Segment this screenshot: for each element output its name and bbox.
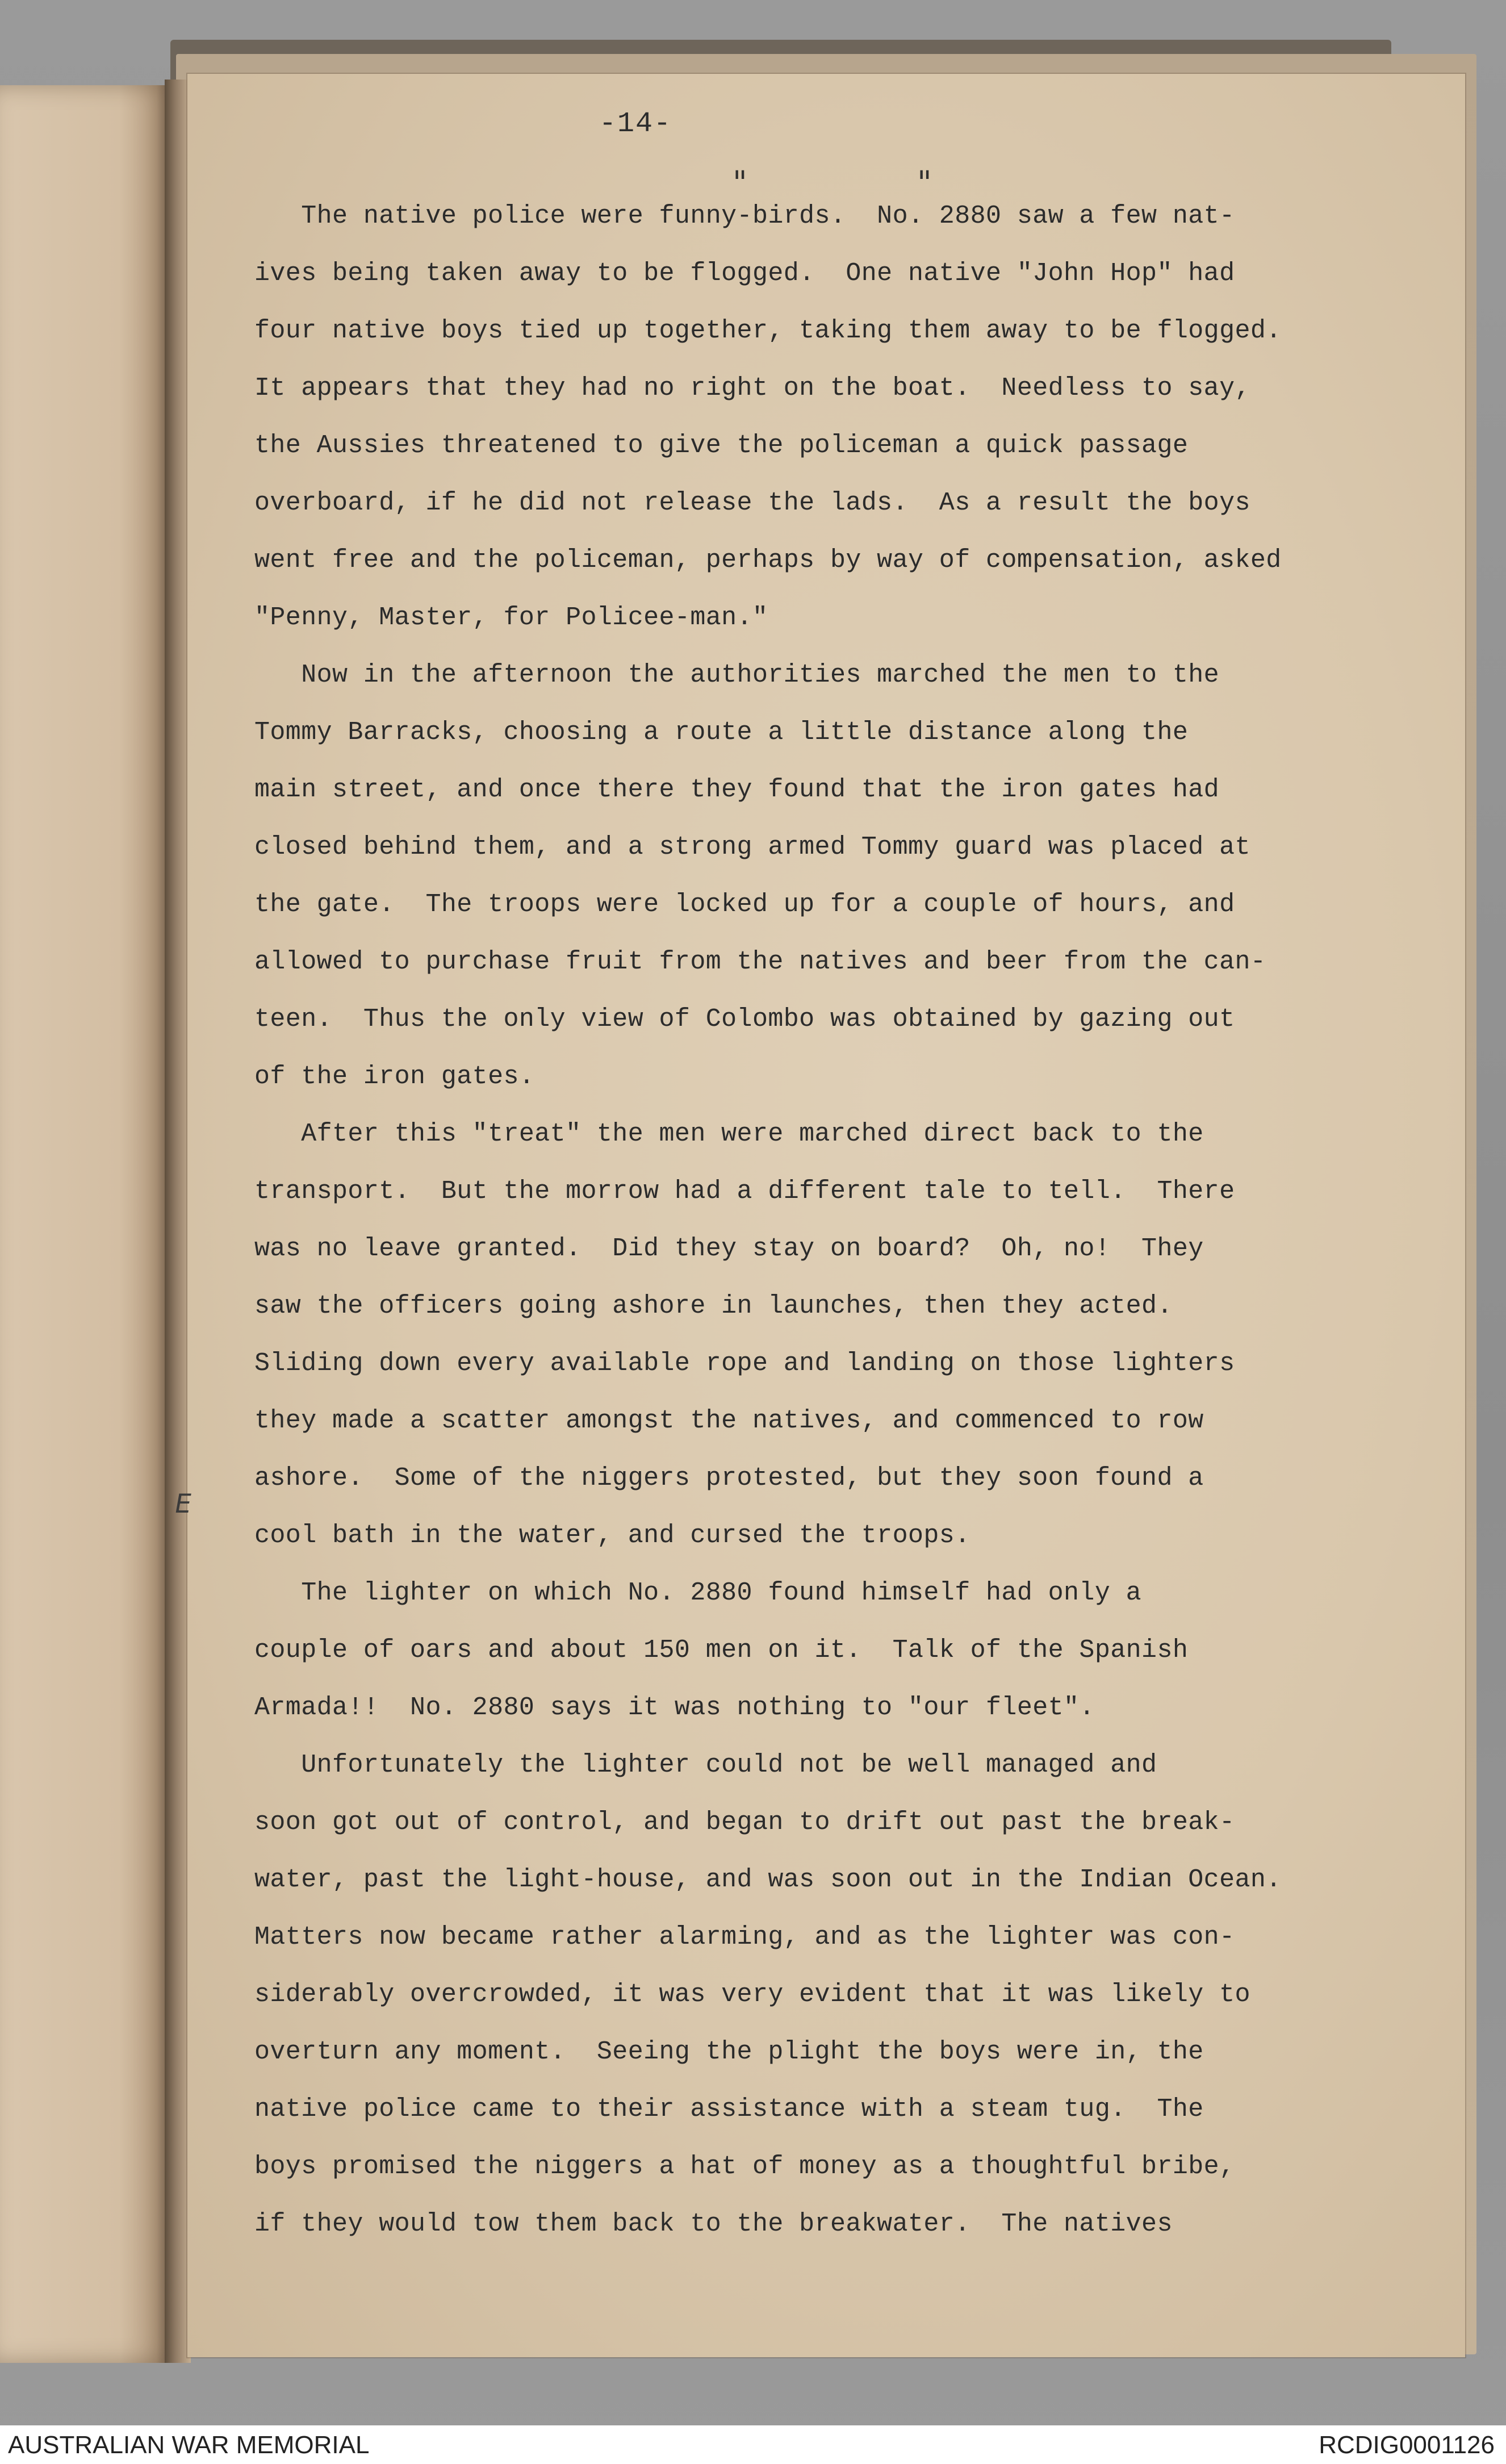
text-line: Armada!! No. 2880 says it was nothing to "our fleet". xyxy=(254,1693,1095,1722)
text-line: the Aussies threatened to give the policeman a quick passage xyxy=(254,431,1189,460)
text-line: cool bath in the water, and cursed the troops. xyxy=(254,1521,970,1550)
text-line: went free and the policeman, perhaps by way of compensation, asked xyxy=(254,546,1282,575)
ditto-mark: " xyxy=(917,165,932,202)
text-line: if they would tow them back to the breakwater. The natives xyxy=(254,2210,1173,2239)
text-line: Unfortunately the lighter could not be well managed and xyxy=(254,1751,1157,1780)
text-line: The native police were funny-birds. No. 2880 saw a few nat- xyxy=(254,202,1235,231)
archive-footer xyxy=(0,2425,1506,2464)
text-line: was no leave granted. Did they stay on board? Oh, no! They xyxy=(254,1234,1204,1263)
text-line: transport. But the morrow had a different tale to tell. There xyxy=(254,1177,1235,1206)
text-line: "Penny, Master, for Policee-man." xyxy=(254,603,768,632)
ditto-mark: " xyxy=(733,165,747,202)
text-line: saw the officers going ashore in launches, then they acted. xyxy=(254,1292,1173,1321)
text-line: main street, and once there they found that the iron gates had xyxy=(254,775,1220,804)
margin-mark: E xyxy=(172,1488,194,1519)
page-number: -14- xyxy=(599,108,672,140)
text-line: water, past the light-house, and was soon out in the Indian Ocean. xyxy=(254,1865,1282,1894)
text-line: ives being taken away to be flogged. One native "John Hop" had xyxy=(254,259,1235,288)
text-line: they made a scatter amongst the natives, and commenced to row xyxy=(254,1406,1204,1435)
text-line: Now in the afternoon the authorities marched the men to the xyxy=(254,661,1220,690)
text-line: Sliding down every available rope and landing on those lighters xyxy=(254,1349,1235,1378)
text-line: four native boys tied up together, taking them away to be flogged. xyxy=(254,316,1282,345)
text-line: It appears that they had no right on the boat. Needless to say, xyxy=(254,374,1250,403)
typed-text-body xyxy=(254,187,1419,2253)
text-line: couple of oars and about 150 men on it. Talk of the Spanish xyxy=(254,1636,1189,1665)
text-line: of the iron gates. xyxy=(254,1062,535,1091)
text-line: After this "treat" the men were marched direct back to the xyxy=(254,1120,1204,1149)
text-line: Matters now became rather alarming, and as the lighter was con- xyxy=(254,1923,1235,1952)
text-line: overturn any moment. Seeing the plight the boys were in, the xyxy=(254,2037,1204,2066)
text-line: teen. Thus the only view of Colombo was obtained by gazing out xyxy=(254,1005,1235,1034)
text-line: ashore. Some of the niggers protested, but they soon found a xyxy=(254,1464,1204,1493)
facing-page xyxy=(0,85,170,2363)
text-line: siderably overcrowded, it was very evident that it was likely to xyxy=(254,1980,1250,2009)
text-line: The lighter on which No. 2880 found himself had only a xyxy=(254,1578,1142,1607)
text-line: the gate. The troops were locked up for a couple of hours, and xyxy=(254,890,1235,919)
record-id-label: RCDIG0001126 xyxy=(1319,2431,1495,2459)
text-line: Tommy Barracks, choosing a route a little distance along the xyxy=(254,718,1189,747)
text-line: overboard, if he did not release the lads. As a result the boys xyxy=(254,488,1250,517)
text-line: closed behind them, and a strong armed Tommy guard was placed at xyxy=(254,833,1250,862)
institution-label: AUSTRALIAN WAR MEMORIAL xyxy=(8,2431,370,2459)
text-line: boys promised the niggers a hat of money as a thoughtful bribe, xyxy=(254,2152,1235,2181)
text-line: native police came to their assistance with a steam tug. The xyxy=(254,2095,1204,2124)
text-line: allowed to purchase fruit from the natives and beer from the can- xyxy=(254,947,1266,976)
text-line: soon got out of control, and began to drift out past the break- xyxy=(254,1808,1235,1837)
